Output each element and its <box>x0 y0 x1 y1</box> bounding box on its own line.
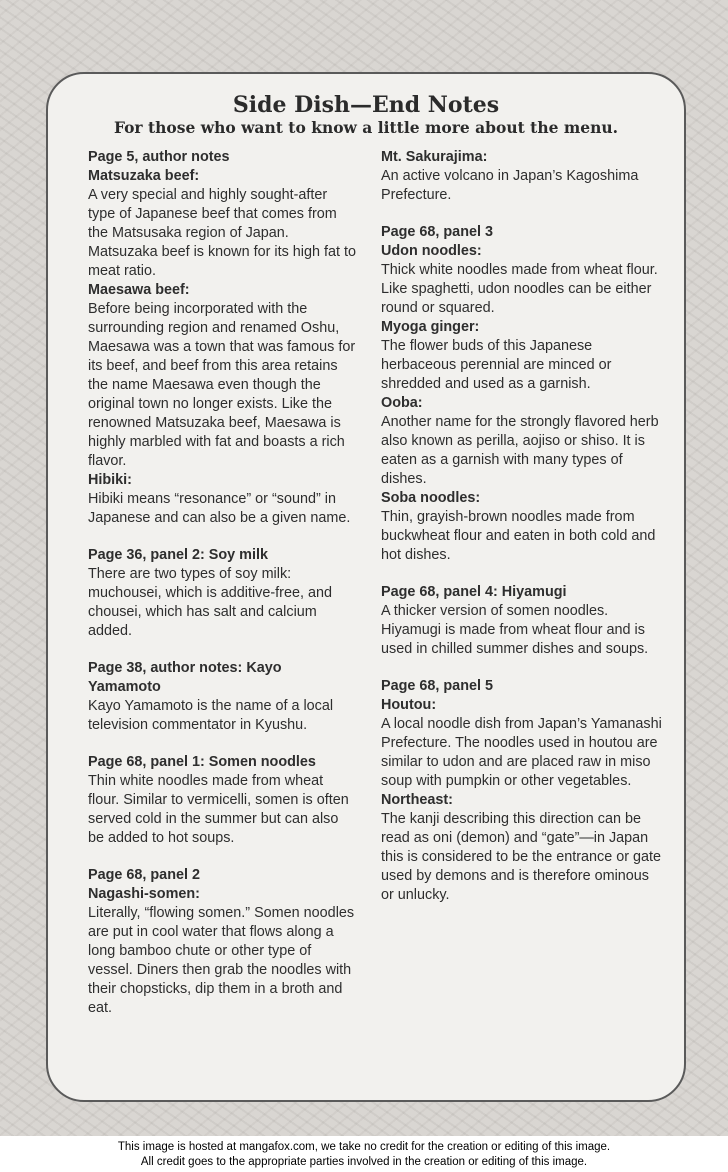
note-term: Soba noodles: <box>381 490 481 506</box>
notes-panel <box>46 72 686 1102</box>
note-definition: There are two types of soy milk: muchousei, which is additive-free, and chousei, which has salt and calcium added. <box>88 566 332 639</box>
note-section <box>88 753 356 848</box>
note-section <box>381 583 663 659</box>
note-term: Ooba: <box>381 395 423 411</box>
note-section <box>88 866 356 1018</box>
note-definition: Thin, grayish-brown noodles made from buckwheat flour and eaten in both cold and hot dishes. <box>381 509 656 563</box>
note-definition: A local noodle dish from Japan’s Yamanashi Prefecture. The noodles used in houtou are similar to udon and are placed raw in miso soup with pumpkin or other vegetables. <box>381 716 662 789</box>
note-definition: A thicker version of somen noodles. Hiyamugi is made from wheat flour and is used in chilled summer dishes and soups. <box>381 603 649 657</box>
note-term: Matsuzaka beef: <box>88 168 200 184</box>
note-term: Maesawa beef: <box>88 282 190 298</box>
section-heading: Page 68, panel 5 <box>381 678 493 694</box>
note-definition: Thin white noodles made from wheat flour. Similar to vermicelli, somen is often served cold in the summer but can also be added to hot soups. <box>88 773 349 846</box>
note-section <box>88 546 356 641</box>
hosting-credit-footer <box>0 1136 728 1172</box>
note-definition: Kayo Yamamoto is the name of a local television commentator in Kyushu. <box>88 698 334 733</box>
note-section <box>88 148 356 528</box>
note-section <box>381 223 663 565</box>
note-definition: Thick white noodles made from wheat flour. Like spaghetti, udon noodles can be either round or squared. <box>381 262 658 316</box>
note-term: Houtou: <box>381 697 437 713</box>
note-term: Hibiki: <box>88 472 132 488</box>
section-heading: Page 68, panel 2 <box>88 867 200 883</box>
page-subtitle: For those who want to know a little more about the menu. <box>113 118 619 137</box>
note-definition: The kanji describing this direction can be read as oni (demon) and “gate”—in Japan this is considered to be the entrance or gate used by demons and is therefore ominous or unlucky. <box>381 811 661 903</box>
note-section <box>381 677 663 905</box>
section-heading: Page 5, author notes <box>88 149 230 165</box>
note-term: Myoga ginger: <box>381 319 480 335</box>
right-column <box>381 148 663 923</box>
section-heading: Page 36, panel 2: Soy milk <box>88 547 268 563</box>
note-definition: An active volcano in Japan’s Kagoshima Prefecture. <box>381 168 639 203</box>
note-definition: A very special and highly sought-after type of Japanese beef that comes from the Matsusaka region of Japan. Matsuzaka beef is known for its high fat to meat ratio. <box>88 187 356 279</box>
page-title: Side Dish—End Notes <box>232 92 500 118</box>
note-definition: The flower buds of this Japanese herbaceous perennial are minced or shredded and used as a garnish. <box>381 338 612 392</box>
note-definition: Literally, “flowing somen.” Somen noodles are put in cool water that flows along a long bamboo chute or other type of vessel. Diners then grab the noodles with their chopsticks, dip them in a broth and eat. <box>88 905 355 1016</box>
note-term: Northeast: <box>381 792 453 808</box>
section-heading: Page 38, author notes: Kayo Yamamoto <box>88 660 282 695</box>
note-section <box>88 659 356 735</box>
note-definition: Hibiki means “resonance” or “sound” in Japanese and can also be a given name. <box>88 491 351 526</box>
note-definition: Before being incorporated with the surrounding region and renamed Oshu, Maesawa was a town that was famous for its beef, and beef from this area retains the name Maesawa even though the original town no longer exists. Like the renowned Matsuzaka beef, Maesawa is highly marbled with fat and boasts a rich flavor. <box>88 301 356 469</box>
note-definition: Another name for the strongly flavored herb also known as perilla, aojiso or shiso. It is eaten as a garnish with many types of dishes. <box>381 414 659 487</box>
note-term: Udon noodles: <box>381 243 482 259</box>
section-heading: Page 68, panel 4: Hiyamugi <box>381 584 567 600</box>
section-heading: Page 68, panel 1: Somen noodles <box>88 754 316 770</box>
note-section <box>381 148 663 205</box>
section-heading: Page 68, panel 3 <box>381 224 493 240</box>
left-column <box>88 148 356 1036</box>
note-term: Nagashi-somen: <box>88 886 200 902</box>
footer-line: All credit goes to the appropriate parties involved in the creation or editing of this image. <box>140 1156 588 1168</box>
footer-line: This image is hosted at mangafox.com, we take no credit for the creation or editing of this image. <box>117 1141 611 1153</box>
note-term: Mt. Sakurajima: <box>381 149 488 165</box>
